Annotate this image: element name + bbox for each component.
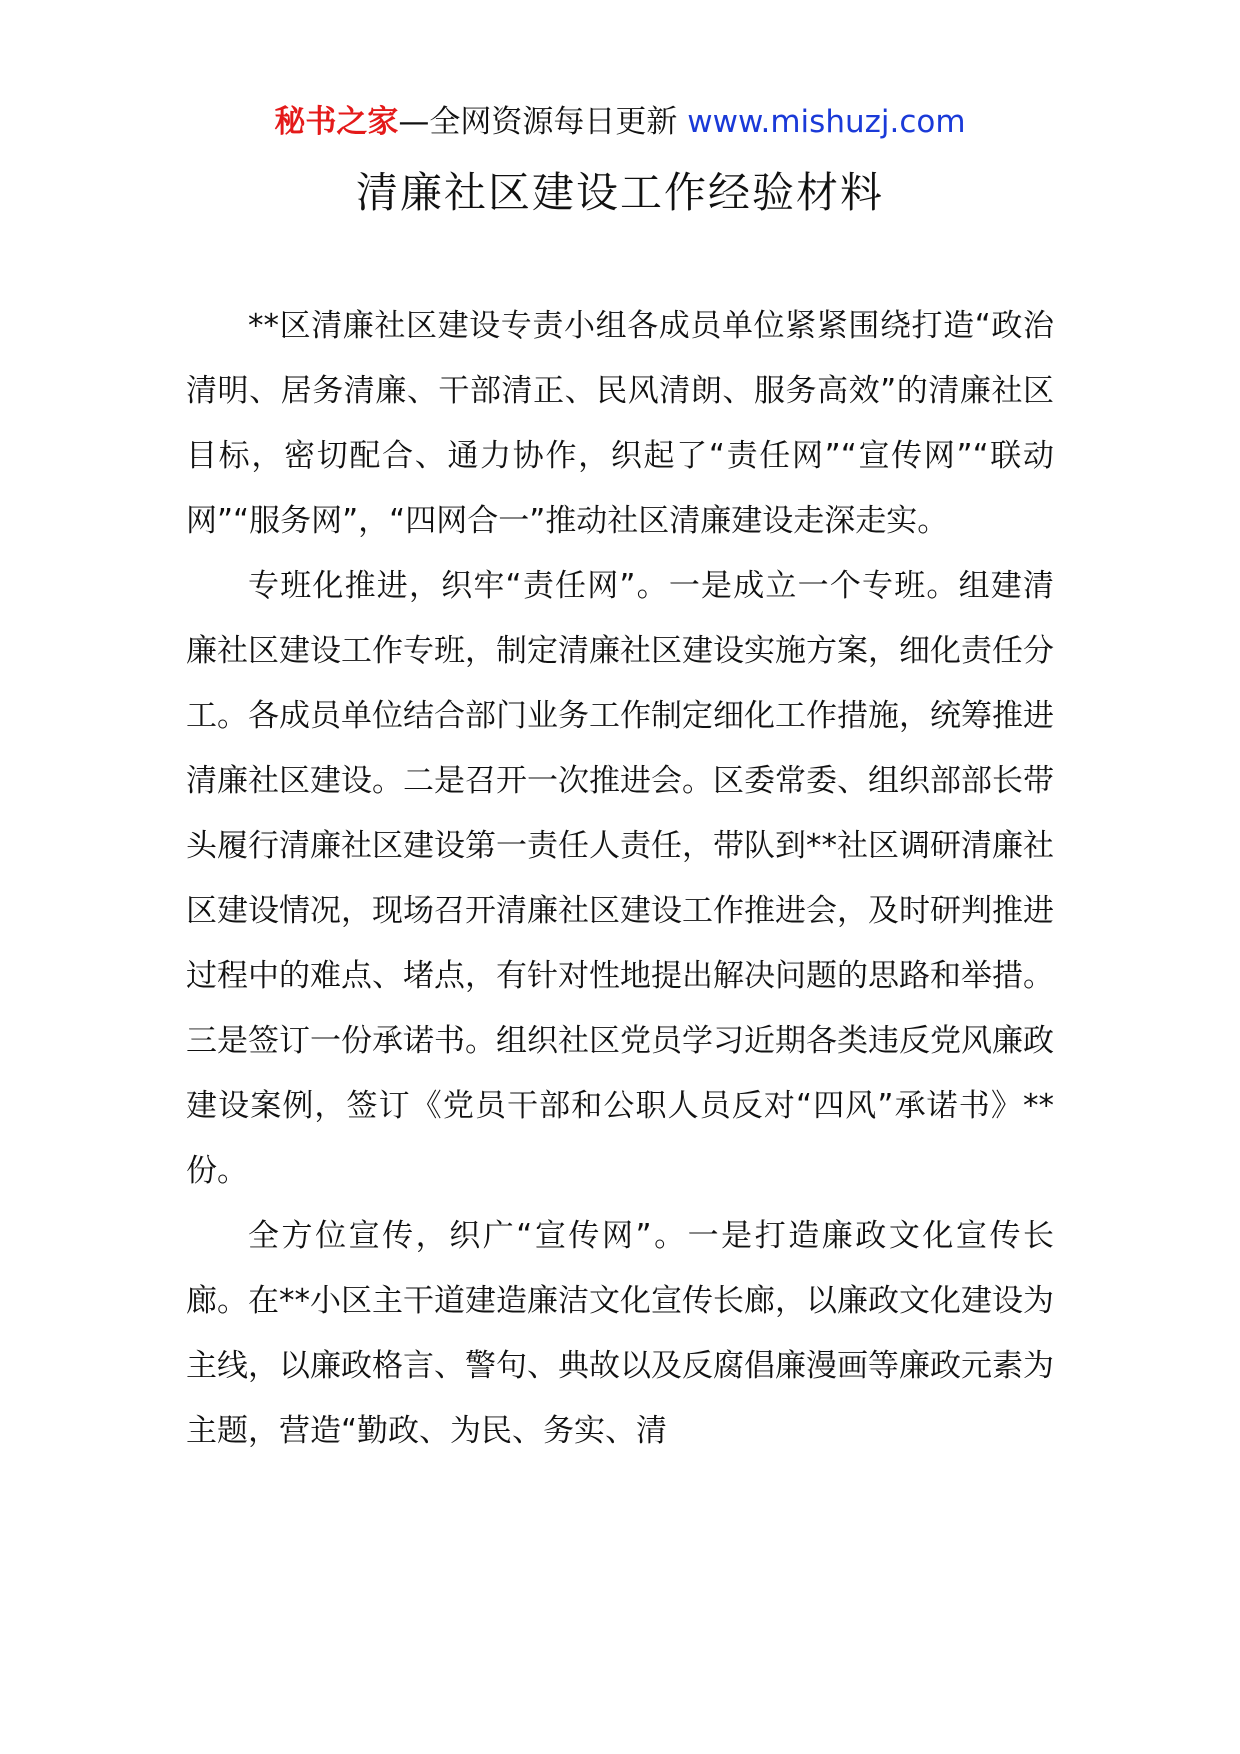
paragraph: 全方位宣传，织广“宣传网”。一是打造廉政文化宣传长廊。在**小区主干道建造廉洁文化宣传长廊，以廉政文化建设为主线，以廉政格言、警句、典故以及反腐倡廉漫画等廉政元素为主题，营造“勤政、为民、务实、清 [186, 1218, 1054, 1449]
site-header [0, 100, 1240, 144]
site-brand: 秘书之家 [274, 104, 399, 140]
paragraph: 专班化推进，织牢“责任网”。一是成立一个专班。组建清廉社区建设工作专班，制定清廉社区建设实施方案，细化责任分工。各成员单位结合部门业务工作制定细化工作措施，统筹推进清廉社区建设。二是召开一次推进会。区委常委、组织部部长带头履行清廉社区建设第一责任人责任，带队到**社区调研清廉社区建设情况，现场召开清廉社区建设工作推进会，及时研判推进过程中的难点、堵点，有针对性地提出解决问题的思路和举措。三是签订一份承诺书。组织社区党员学习近期各类违反党风廉政建设案例，签订《党员干部和公职人员反对“四风”承诺书》**份。 [186, 568, 1054, 1189]
paragraph: **区清廉社区建设专责小组各成员单位紧紧围绕打造“政治清明、居务清廉、干部清正、民风清朗、服务高效”的清廉社区目标，密切配合、通力协作，织起了“责任网”“宣传网”“联动网”“服务网”，“四网合一”推动社区清廉建设走深走实。 [186, 308, 1054, 539]
document-title: 清廉社区建设工作经验材料 [355, 168, 884, 217]
document-body [186, 294, 1054, 1464]
site-slogan: —全网资源每日更新 [398, 104, 688, 140]
site-url: www.mishuzj.com [687, 104, 966, 140]
